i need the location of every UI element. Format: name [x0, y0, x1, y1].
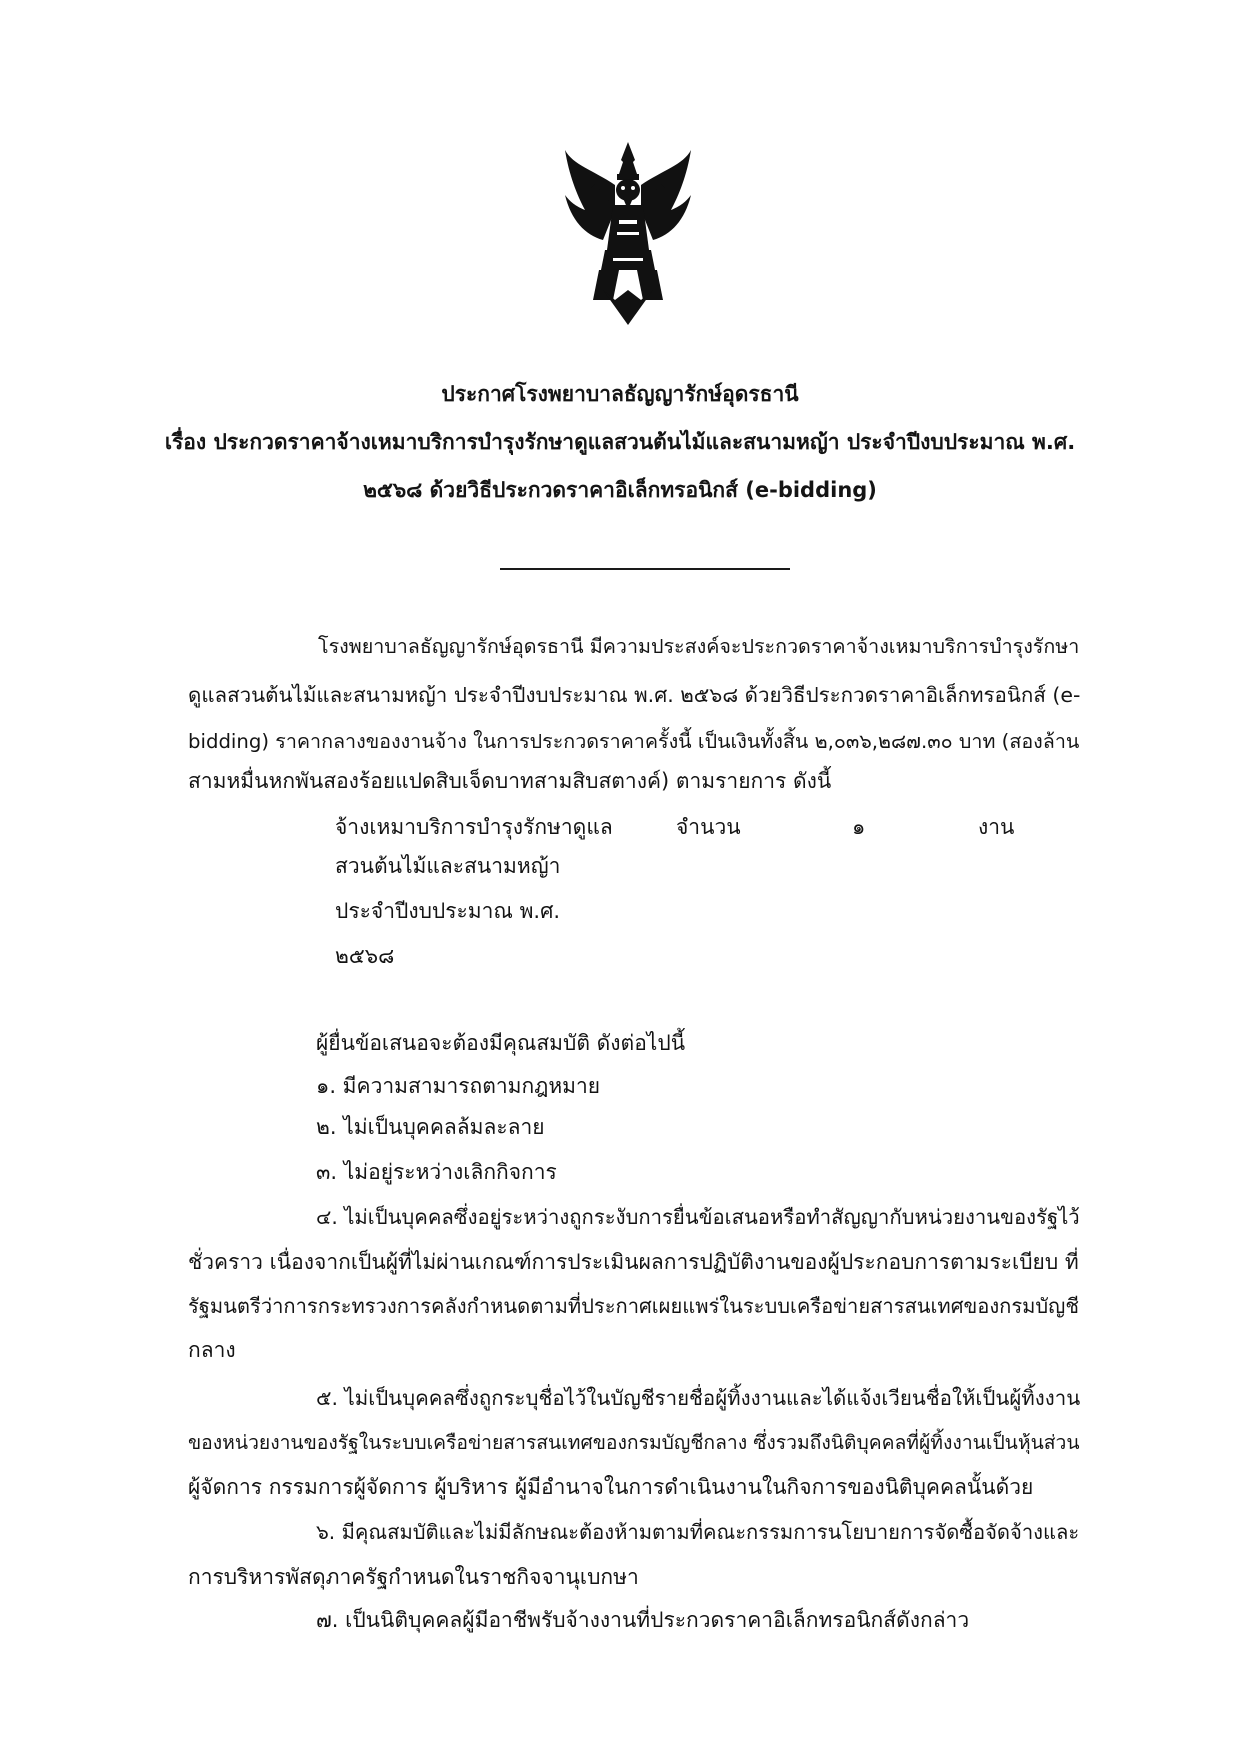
qualification-4-line-2: ชั่วคราว เนื่องจากเป็นผู้ที่ไม่ผ่านเกณฑ์การประเมินผลการปฏิบัติงานของผู้ประกอบการตามระเบียบ ที่	[188, 1250, 1079, 1274]
qualification-5-line-3: ผู้จัดการ กรรมการผู้จัดการ ผู้บริหาร ผู้มีอำนาจในการดำเนินงานในกิจการของนิติบุคคลนั้นด้วย	[188, 1475, 1034, 1499]
item-name-line-1: จ้างเหมาบริการบำรุงรักษาดูแล	[335, 815, 613, 839]
qualification-7: ๗. เป็นนิติบุคคลผู้มีอาชีพรับจ้างงานที่ประกวดราคาอิเล็กทรอนิกส์ดังกล่าว	[316, 1608, 970, 1632]
item-quantity: ๑	[852, 815, 866, 839]
qualification-4-line-3: รัฐมนตรีว่าการกระทรวงการคลังกำหนดตามที่ประกาศเผยแพร่ในระบบเครือข่ายสารสนเทศของกรมบัญชี	[188, 1294, 1079, 1318]
intro-line-4: สามหมื่นหกพันสองร้อยแปดสิบเจ็ดบาทสามสิบสตางค์) ตามรายการ ดังนี้	[188, 769, 832, 793]
qualification-4-line-4: กลาง	[188, 1338, 236, 1362]
qualification-5-line-2: ของหน่วยงานของรัฐในระบบเครือข่ายสารสนเทศของกรมบัญชีกลาง ซึ่งรวมถึงนิติบุคคลที่ผู้ทิ้งงานเป็นหุ้นส่วน	[188, 1431, 1080, 1454]
qualification-1: ๑. มีความสามารถตามกฎหมาย	[316, 1074, 601, 1098]
announcement-subject-line-1: เรื่อง ประกวดราคาจ้างเหมาบริการบำรุงรักษาดูแลสวนต้นไม้และสนามหญ้า ประจำปีงบประมาณ พ.ศ.	[164, 430, 1076, 454]
item-name-line-3: ประจำปีงบประมาณ พ.ศ.	[335, 899, 561, 923]
qualifications-heading: ผู้ยื่นข้อเสนอจะต้องมีคุณสมบัติ ดังต่อไปนี้	[316, 1031, 686, 1055]
qualification-4-line-1: ๔. ไม่เป็นบุคคลซึ่งอยู่ระหว่างถูกระงับการยื่นข้อเสนอหรือทำสัญญากับหน่วยงานของรัฐไว้	[316, 1205, 1080, 1229]
announcement-subject-line-2: ๒๕๖๘ ด้วยวิธีประกวดราคาอิเล็กทรอนิกส์ (e-bidding)	[363, 478, 877, 502]
qualification-3: ๓. ไม่อยู่ระหว่างเลิกกิจการ	[316, 1160, 557, 1184]
intro-line-3: bidding) ราคากลางของงานจ้าง ในการประกวดราคาครั้งนี้ เป็นเงินทั้งสิ้น ๒,๐๓๖,๒๘๗.๓๐ บาท (สองล้าน	[188, 730, 1080, 753]
item-unit: งาน	[978, 815, 1015, 839]
item-name-line-2: สวนต้นไม้และสนามหญ้า	[335, 854, 561, 878]
qualification-5-line-1: ๕. ไม่เป็นบุคคลซึ่งถูกระบุชื่อไว้ในบัญชีรายชื่อผู้ทิ้งงานและได้แจ้งเวียนชื่อให้เป็นผู้ทิ้งงาน	[316, 1386, 1081, 1410]
intro-line-2: ดูแลสวนต้นไม้และสนามหญ้า ประจำปีงบประมาณ พ.ศ. ๒๕๖๘ ด้วยวิธีประกวดราคาอิเล็กทรอนิกส์ (e-	[188, 683, 1081, 707]
item-quantity-label: จำนวน	[676, 815, 741, 839]
item-name-line-4: ๒๕๖๘	[335, 944, 395, 968]
title-divider	[500, 568, 790, 570]
qualification-6-line-1: ๖. มีคุณสมบัติและไม่มีลักษณะต้องห้ามตามที่คณะกรรมการนโยบายการจัดซื้อจัดจ้างและ	[316, 1520, 1080, 1544]
garuda-emblem-icon	[563, 140, 693, 325]
intro-line-1: โรงพยาบาลธัญญารักษ์อุดรธานี มีความประสงค์จะประกวดราคาจ้างเหมาบริการบำรุงรักษา	[318, 635, 1080, 658]
qualification-6-line-2: การบริหารพัสดุภาครัฐกำหนดในราชกิจจานุเบกษา	[188, 1565, 639, 1589]
qualification-2: ๒. ไม่เป็นบุคคลล้มละลาย	[316, 1115, 545, 1139]
announcement-title: ประกาศโรงพยาบาลธัญญารักษ์อุดรธานี	[441, 382, 799, 406]
